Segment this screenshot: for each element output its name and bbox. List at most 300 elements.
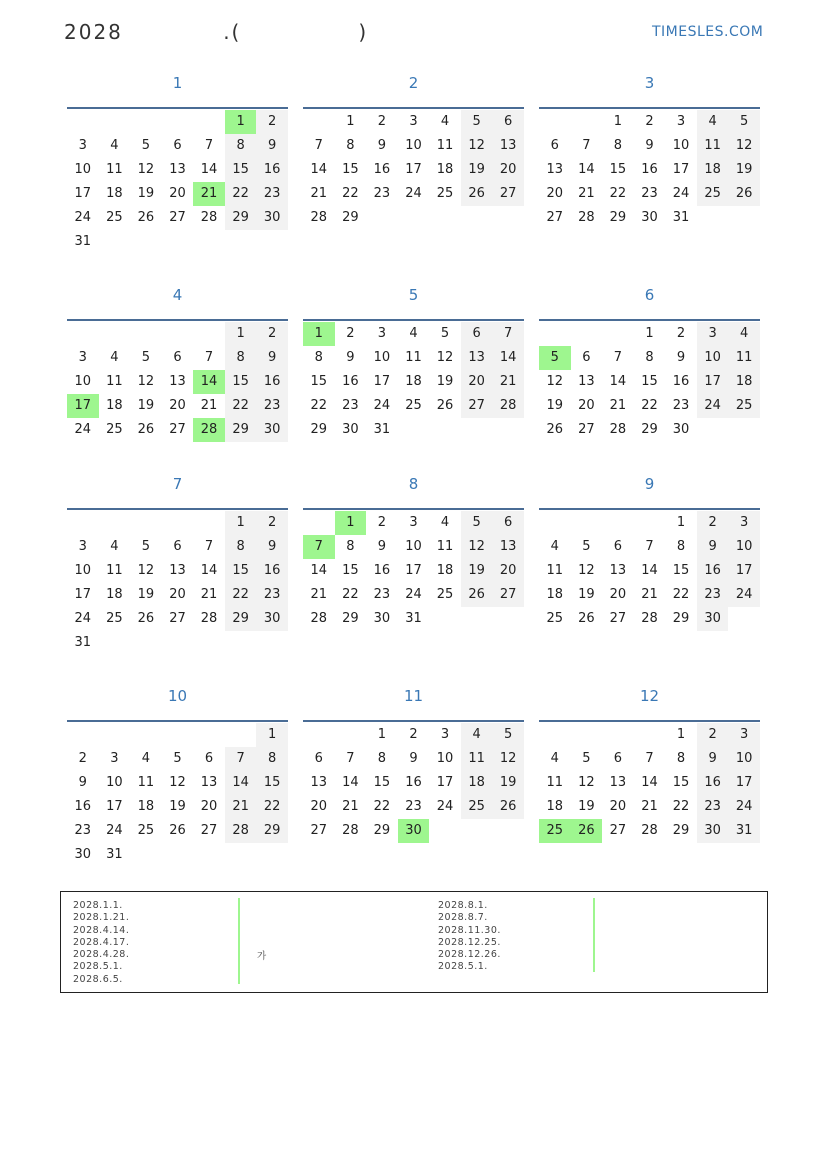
day-cell[interactable]: 31: [405, 611, 422, 626]
day-cell[interactable]: 1: [256, 723, 288, 747]
day-cell[interactable]: 9: [346, 350, 355, 365]
day-cell[interactable]: 12: [728, 134, 760, 158]
day-cell[interactable]: 15: [256, 771, 288, 795]
day-cell[interactable]: 3: [728, 723, 760, 747]
day-cell[interactable]: 22: [609, 186, 627, 201]
day-cell[interactable]: 3: [78, 539, 87, 554]
day-cell[interactable]: 3: [409, 515, 418, 530]
day-cell[interactable]: 5: [141, 539, 151, 554]
day-cell[interactable]: 1: [346, 114, 355, 129]
day-cell[interactable]: 18: [461, 771, 493, 795]
day-cell[interactable]: 24: [672, 186, 690, 201]
day-cell[interactable]: 14: [200, 563, 218, 578]
day-cell[interactable]: 30: [672, 422, 690, 437]
day-cell[interactable]: 1: [645, 326, 654, 341]
day-cell[interactable]: 26: [137, 611, 155, 626]
day-cell[interactable]: 11: [106, 374, 123, 389]
day-cell[interactable]: 7: [314, 138, 323, 153]
day-cell[interactable]: 13: [310, 775, 328, 790]
day-cell[interactable]: 21: [310, 186, 328, 201]
day-cell[interactable]: 15: [609, 162, 627, 177]
day-cell[interactable]: 21: [200, 398, 218, 413]
day-cell[interactable]: 3: [110, 751, 119, 766]
day-cell[interactable]: 4: [110, 539, 119, 554]
day-cell[interactable]: 11: [405, 350, 422, 365]
day-cell[interactable]: 21: [200, 587, 218, 602]
day-cell[interactable]: 17: [405, 563, 422, 578]
day-cell[interactable]: 1: [225, 322, 257, 346]
day-cell[interactable]: 17: [672, 162, 690, 177]
day-cell[interactable]: 8: [613, 138, 623, 153]
day-cell[interactable]: 17: [74, 587, 92, 602]
day-cell[interactable]: 3: [728, 511, 760, 535]
day-cell[interactable]: 4: [550, 751, 559, 766]
day-cell[interactable]: 18: [436, 563, 454, 578]
day-cell[interactable]: 15: [342, 162, 359, 177]
day-cell[interactable]: 31: [74, 234, 92, 249]
day-cell[interactable]: 6: [204, 751, 214, 766]
day-cell[interactable]: 8: [377, 751, 387, 766]
day-cell[interactable]: 20: [169, 186, 186, 201]
day-cell[interactable]: 20: [578, 398, 595, 413]
day-cell[interactable]: 6: [173, 539, 182, 554]
day-cell[interactable]: 22: [672, 587, 690, 602]
day-cell[interactable]: 27: [310, 823, 328, 838]
day-cell[interactable]: 10: [373, 350, 391, 365]
day-cell[interactable]: 1: [676, 727, 686, 742]
day-cell[interactable]: 22: [310, 398, 328, 413]
day-cell[interactable]: 7: [645, 751, 654, 766]
holiday-day[interactable]: 25: [539, 819, 571, 843]
day-cell[interactable]: 15: [342, 563, 359, 578]
day-cell[interactable]: 27: [609, 611, 627, 626]
day-cell[interactable]: 16: [697, 771, 729, 795]
day-cell[interactable]: 17: [373, 374, 391, 389]
day-cell[interactable]: 28: [641, 611, 658, 626]
day-cell[interactable]: 13: [200, 775, 218, 790]
day-cell[interactable]: 2: [346, 326, 355, 341]
day-cell[interactable]: 17: [697, 370, 729, 394]
day-cell[interactable]: 2: [697, 723, 729, 747]
day-cell[interactable]: 22: [373, 799, 391, 814]
day-cell[interactable]: 26: [137, 210, 155, 225]
day-cell[interactable]: 30: [342, 422, 359, 437]
day-cell[interactable]: 12: [137, 162, 155, 177]
day-cell[interactable]: 16: [373, 162, 391, 177]
day-cell[interactable]: 12: [461, 134, 493, 158]
day-cell[interactable]: 29: [310, 422, 328, 437]
day-cell[interactable]: 23: [641, 186, 658, 201]
day-cell[interactable]: 10: [74, 563, 92, 578]
day-cell[interactable]: 29: [672, 823, 690, 838]
day-cell[interactable]: 12: [578, 775, 595, 790]
day-cell[interactable]: 3: [440, 727, 450, 742]
day-cell[interactable]: 13: [461, 346, 493, 370]
day-cell[interactable]: 22: [256, 795, 288, 819]
day-cell[interactable]: 15: [373, 775, 391, 790]
day-cell[interactable]: 7: [225, 747, 257, 771]
day-cell[interactable]: 16: [697, 559, 729, 583]
day-cell[interactable]: 17: [106, 799, 123, 814]
day-cell[interactable]: 12: [546, 374, 564, 389]
day-cell[interactable]: 11: [546, 563, 564, 578]
day-cell[interactable]: 20: [492, 158, 524, 182]
holiday-day[interactable]: 1: [225, 110, 257, 134]
day-cell[interactable]: 11: [137, 775, 155, 790]
day-cell[interactable]: 7: [492, 322, 524, 346]
day-cell[interactable]: 28: [200, 611, 218, 626]
day-cell[interactable]: 18: [728, 370, 760, 394]
day-cell[interactable]: 30: [256, 607, 288, 631]
day-cell[interactable]: 12: [137, 563, 155, 578]
day-cell[interactable]: 8: [225, 346, 257, 370]
day-cell[interactable]: 27: [492, 583, 524, 607]
day-cell[interactable]: 29: [225, 607, 257, 631]
day-cell[interactable]: 20: [169, 587, 186, 602]
day-cell[interactable]: 28: [310, 210, 328, 225]
day-cell[interactable]: 19: [169, 799, 186, 814]
day-cell[interactable]: 10: [697, 346, 729, 370]
day-cell[interactable]: 2: [256, 322, 288, 346]
day-cell[interactable]: 21: [641, 799, 658, 814]
day-cell[interactable]: 27: [492, 182, 524, 206]
day-cell[interactable]: 26: [169, 823, 186, 838]
day-cell[interactable]: 19: [436, 374, 454, 389]
day-cell[interactable]: 2: [645, 114, 654, 129]
day-cell[interactable]: 10: [405, 138, 422, 153]
day-cell[interactable]: 13: [492, 134, 524, 158]
day-cell[interactable]: 25: [728, 394, 760, 418]
day-cell[interactable]: 9: [256, 346, 288, 370]
day-cell[interactable]: 2: [256, 511, 288, 535]
day-cell[interactable]: 30: [641, 210, 658, 225]
day-cell[interactable]: 11: [461, 747, 493, 771]
day-cell[interactable]: 16: [405, 775, 422, 790]
day-cell[interactable]: 16: [641, 162, 658, 177]
day-cell[interactable]: 24: [74, 422, 92, 437]
day-cell[interactable]: 22: [342, 587, 359, 602]
day-cell[interactable]: 20: [310, 799, 328, 814]
day-cell[interactable]: 25: [106, 210, 123, 225]
day-cell[interactable]: 17: [405, 162, 422, 177]
day-cell[interactable]: 6: [550, 138, 559, 153]
day-cell[interactable]: 9: [697, 747, 729, 771]
day-cell[interactable]: 23: [256, 394, 288, 418]
day-cell[interactable]: 20: [546, 186, 564, 201]
day-cell[interactable]: 19: [578, 799, 595, 814]
day-cell[interactable]: 4: [110, 138, 119, 153]
day-cell[interactable]: 29: [342, 210, 359, 225]
holiday-day[interactable]: 30: [398, 819, 430, 843]
day-cell[interactable]: 15: [641, 374, 658, 389]
day-cell[interactable]: 17: [728, 559, 760, 583]
day-cell[interactable]: 21: [225, 795, 257, 819]
day-cell[interactable]: 13: [169, 162, 186, 177]
day-cell[interactable]: 17: [74, 186, 92, 201]
day-cell[interactable]: 15: [225, 158, 257, 182]
day-cell[interactable]: 25: [436, 587, 454, 602]
day-cell[interactable]: 18: [106, 186, 123, 201]
day-cell[interactable]: 11: [697, 134, 729, 158]
day-cell[interactable]: 3: [78, 350, 87, 365]
day-cell[interactable]: 24: [728, 583, 760, 607]
day-cell[interactable]: 14: [641, 775, 658, 790]
day-cell[interactable]: 25: [697, 182, 729, 206]
day-cell[interactable]: 25: [405, 398, 422, 413]
day-cell[interactable]: 30: [697, 607, 729, 631]
day-cell[interactable]: 19: [492, 771, 524, 795]
day-cell[interactable]: 2: [409, 727, 418, 742]
day-cell[interactable]: 23: [373, 186, 391, 201]
day-cell[interactable]: 18: [106, 398, 123, 413]
day-cell[interactable]: 21: [609, 398, 627, 413]
day-cell[interactable]: 21: [342, 799, 359, 814]
day-cell[interactable]: 29: [256, 819, 288, 843]
day-cell[interactable]: 16: [256, 158, 288, 182]
day-cell[interactable]: 26: [546, 422, 564, 437]
day-cell[interactable]: 11: [106, 563, 123, 578]
day-cell[interactable]: 28: [578, 210, 595, 225]
day-cell[interactable]: 30: [256, 206, 288, 230]
day-cell[interactable]: 3: [78, 138, 87, 153]
day-cell[interactable]: 24: [405, 587, 422, 602]
day-cell[interactable]: 2: [377, 114, 387, 129]
day-cell[interactable]: 6: [173, 138, 182, 153]
day-cell[interactable]: 23: [405, 799, 422, 814]
holiday-day[interactable]: 5: [539, 346, 571, 370]
day-cell[interactable]: 5: [582, 539, 591, 554]
day-cell[interactable]: 17: [728, 771, 760, 795]
day-cell[interactable]: 5: [141, 138, 151, 153]
day-cell[interactable]: 29: [672, 611, 690, 626]
day-cell[interactable]: 12: [492, 747, 524, 771]
day-cell[interactable]: 24: [728, 795, 760, 819]
day-cell[interactable]: 6: [492, 511, 524, 535]
day-cell[interactable]: 23: [373, 587, 391, 602]
day-cell[interactable]: 27: [578, 422, 595, 437]
day-cell[interactable]: 8: [225, 535, 257, 559]
day-cell[interactable]: 14: [609, 374, 627, 389]
day-cell[interactable]: 15: [225, 370, 257, 394]
day-cell[interactable]: 14: [310, 162, 328, 177]
day-cell[interactable]: 6: [314, 751, 323, 766]
day-cell[interactable]: 31: [106, 847, 123, 862]
day-cell[interactable]: 19: [137, 587, 155, 602]
day-cell[interactable]: 30: [697, 819, 729, 843]
day-cell[interactable]: 7: [204, 539, 214, 554]
day-cell[interactable]: 29: [609, 210, 627, 225]
day-cell[interactable]: 30: [74, 847, 92, 862]
day-cell[interactable]: 7: [613, 350, 623, 365]
day-cell[interactable]: 29: [225, 418, 257, 442]
day-cell[interactable]: 28: [342, 823, 359, 838]
day-cell[interactable]: 22: [342, 186, 359, 201]
day-cell[interactable]: 16: [342, 374, 359, 389]
day-cell[interactable]: 6: [613, 539, 623, 554]
day-cell[interactable]: 10: [405, 539, 422, 554]
day-cell[interactable]: 25: [106, 422, 123, 437]
day-cell[interactable]: 30: [256, 418, 288, 442]
day-cell[interactable]: 16: [256, 370, 288, 394]
day-cell[interactable]: 13: [169, 563, 186, 578]
day-cell[interactable]: 10: [74, 162, 92, 177]
day-cell[interactable]: 28: [609, 422, 627, 437]
day-cell[interactable]: 19: [137, 398, 155, 413]
day-cell[interactable]: 7: [582, 138, 591, 153]
day-cell[interactable]: 21: [641, 587, 658, 602]
day-cell[interactable]: 17: [436, 775, 454, 790]
day-cell[interactable]: 26: [492, 795, 524, 819]
day-cell[interactable]: 21: [310, 587, 328, 602]
holiday-day[interactable]: 28: [193, 418, 225, 442]
day-cell[interactable]: 20: [492, 559, 524, 583]
day-cell[interactable]: 27: [461, 394, 493, 418]
day-cell[interactable]: 8: [346, 138, 355, 153]
day-cell[interactable]: 4: [440, 515, 450, 530]
day-cell[interactable]: 28: [200, 210, 218, 225]
day-cell[interactable]: 6: [492, 110, 524, 134]
day-cell[interactable]: 26: [461, 182, 493, 206]
day-cell[interactable]: 23: [74, 823, 92, 838]
day-cell[interactable]: 5: [173, 751, 182, 766]
day-cell[interactable]: 3: [377, 326, 387, 341]
day-cell[interactable]: 16: [256, 559, 288, 583]
day-cell[interactable]: 23: [672, 398, 690, 413]
holiday-day[interactable]: 1: [335, 511, 367, 535]
day-cell[interactable]: 19: [461, 158, 493, 182]
day-cell[interactable]: 5: [461, 110, 493, 134]
day-cell[interactable]: 8: [346, 539, 355, 554]
day-cell[interactable]: 18: [546, 799, 564, 814]
day-cell[interactable]: 14: [342, 775, 359, 790]
day-cell[interactable]: 14: [578, 162, 595, 177]
day-cell[interactable]: 10: [672, 138, 690, 153]
day-cell[interactable]: 5: [141, 350, 151, 365]
day-cell[interactable]: 9: [697, 535, 729, 559]
day-cell[interactable]: 21: [492, 370, 524, 394]
day-cell[interactable]: 1: [676, 515, 686, 530]
day-cell[interactable]: 2: [256, 110, 288, 134]
day-cell[interactable]: 27: [609, 823, 627, 838]
day-cell[interactable]: 13: [609, 775, 627, 790]
day-cell[interactable]: 2: [676, 326, 686, 341]
day-cell[interactable]: 4: [409, 326, 418, 341]
day-cell[interactable]: 28: [310, 611, 328, 626]
day-cell[interactable]: 1: [225, 511, 257, 535]
day-cell[interactable]: 18: [405, 374, 422, 389]
day-cell[interactable]: 13: [492, 535, 524, 559]
day-cell[interactable]: 1: [377, 727, 387, 742]
day-cell[interactable]: 13: [578, 374, 595, 389]
day-cell[interactable]: 25: [137, 823, 155, 838]
day-cell[interactable]: 22: [225, 583, 257, 607]
day-cell[interactable]: 27: [546, 210, 564, 225]
day-cell[interactable]: 22: [225, 394, 257, 418]
day-cell[interactable]: 20: [461, 370, 493, 394]
day-cell[interactable]: 14: [641, 563, 658, 578]
holiday-day[interactable]: 26: [571, 819, 603, 843]
day-cell[interactable]: 2: [78, 751, 87, 766]
day-cell[interactable]: 2: [377, 515, 387, 530]
day-cell[interactable]: 14: [200, 162, 218, 177]
day-cell[interactable]: 6: [461, 322, 493, 346]
day-cell[interactable]: 24: [74, 210, 92, 225]
day-cell[interactable]: 24: [405, 186, 422, 201]
day-cell[interactable]: 5: [492, 723, 524, 747]
day-cell[interactable]: 20: [200, 799, 218, 814]
day-cell[interactable]: 27: [169, 422, 186, 437]
day-cell[interactable]: 9: [409, 751, 418, 766]
day-cell[interactable]: 14: [310, 563, 328, 578]
day-cell[interactable]: 28: [641, 823, 658, 838]
day-cell[interactable]: 31: [373, 422, 391, 437]
holiday-day[interactable]: 17: [67, 394, 99, 418]
day-cell[interactable]: 15: [672, 563, 690, 578]
day-cell[interactable]: 19: [461, 559, 493, 583]
day-cell[interactable]: 15: [225, 559, 257, 583]
day-cell[interactable]: 12: [169, 775, 186, 790]
day-cell[interactable]: 1: [613, 114, 623, 129]
day-cell[interactable]: 22: [641, 398, 658, 413]
day-cell[interactable]: 25: [436, 186, 454, 201]
day-cell[interactable]: 23: [697, 583, 729, 607]
day-cell[interactable]: 6: [582, 350, 591, 365]
day-cell[interactable]: 12: [137, 374, 155, 389]
day-cell[interactable]: 8: [676, 751, 686, 766]
day-cell[interactable]: 18: [137, 799, 155, 814]
brand-logo-text[interactable]: TIMESLES.COM: [652, 24, 764, 40]
day-cell[interactable]: 4: [728, 322, 760, 346]
day-cell[interactable]: 11: [436, 138, 454, 153]
day-cell[interactable]: 15: [672, 775, 690, 790]
day-cell[interactable]: 11: [728, 346, 760, 370]
day-cell[interactable]: 24: [436, 799, 454, 814]
day-cell[interactable]: 4: [461, 723, 493, 747]
day-cell[interactable]: 8: [256, 747, 288, 771]
day-cell[interactable]: 7: [204, 350, 214, 365]
day-cell[interactable]: 23: [697, 795, 729, 819]
day-cell[interactable]: 26: [436, 398, 454, 413]
day-cell[interactable]: 9: [676, 350, 686, 365]
day-cell[interactable]: 8: [314, 350, 323, 365]
day-cell[interactable]: 24: [373, 398, 391, 413]
holiday-day[interactable]: 1: [303, 322, 335, 346]
day-cell[interactable]: 25: [461, 795, 493, 819]
day-cell[interactable]: 31: [74, 635, 92, 650]
day-cell[interactable]: 28: [225, 819, 257, 843]
day-cell[interactable]: 23: [256, 583, 288, 607]
day-cell[interactable]: 10: [728, 747, 760, 771]
day-cell[interactable]: 24: [697, 394, 729, 418]
day-cell[interactable]: 15: [310, 374, 328, 389]
day-cell[interactable]: 29: [342, 611, 359, 626]
day-cell[interactable]: 20: [609, 587, 627, 602]
day-cell[interactable]: 29: [225, 206, 257, 230]
day-cell[interactable]: 16: [373, 563, 391, 578]
day-cell[interactable]: 2: [697, 511, 729, 535]
day-cell[interactable]: 23: [342, 398, 359, 413]
day-cell[interactable]: 9: [645, 138, 654, 153]
day-cell[interactable]: 10: [106, 775, 123, 790]
day-cell[interactable]: 29: [373, 823, 391, 838]
day-cell[interactable]: 5: [440, 326, 450, 341]
day-cell[interactable]: 24: [106, 823, 123, 838]
day-cell[interactable]: 4: [697, 110, 729, 134]
day-cell[interactable]: 9: [256, 535, 288, 559]
day-cell[interactable]: 3: [697, 322, 729, 346]
day-cell[interactable]: 26: [461, 583, 493, 607]
day-cell[interactable]: 8: [225, 134, 257, 158]
